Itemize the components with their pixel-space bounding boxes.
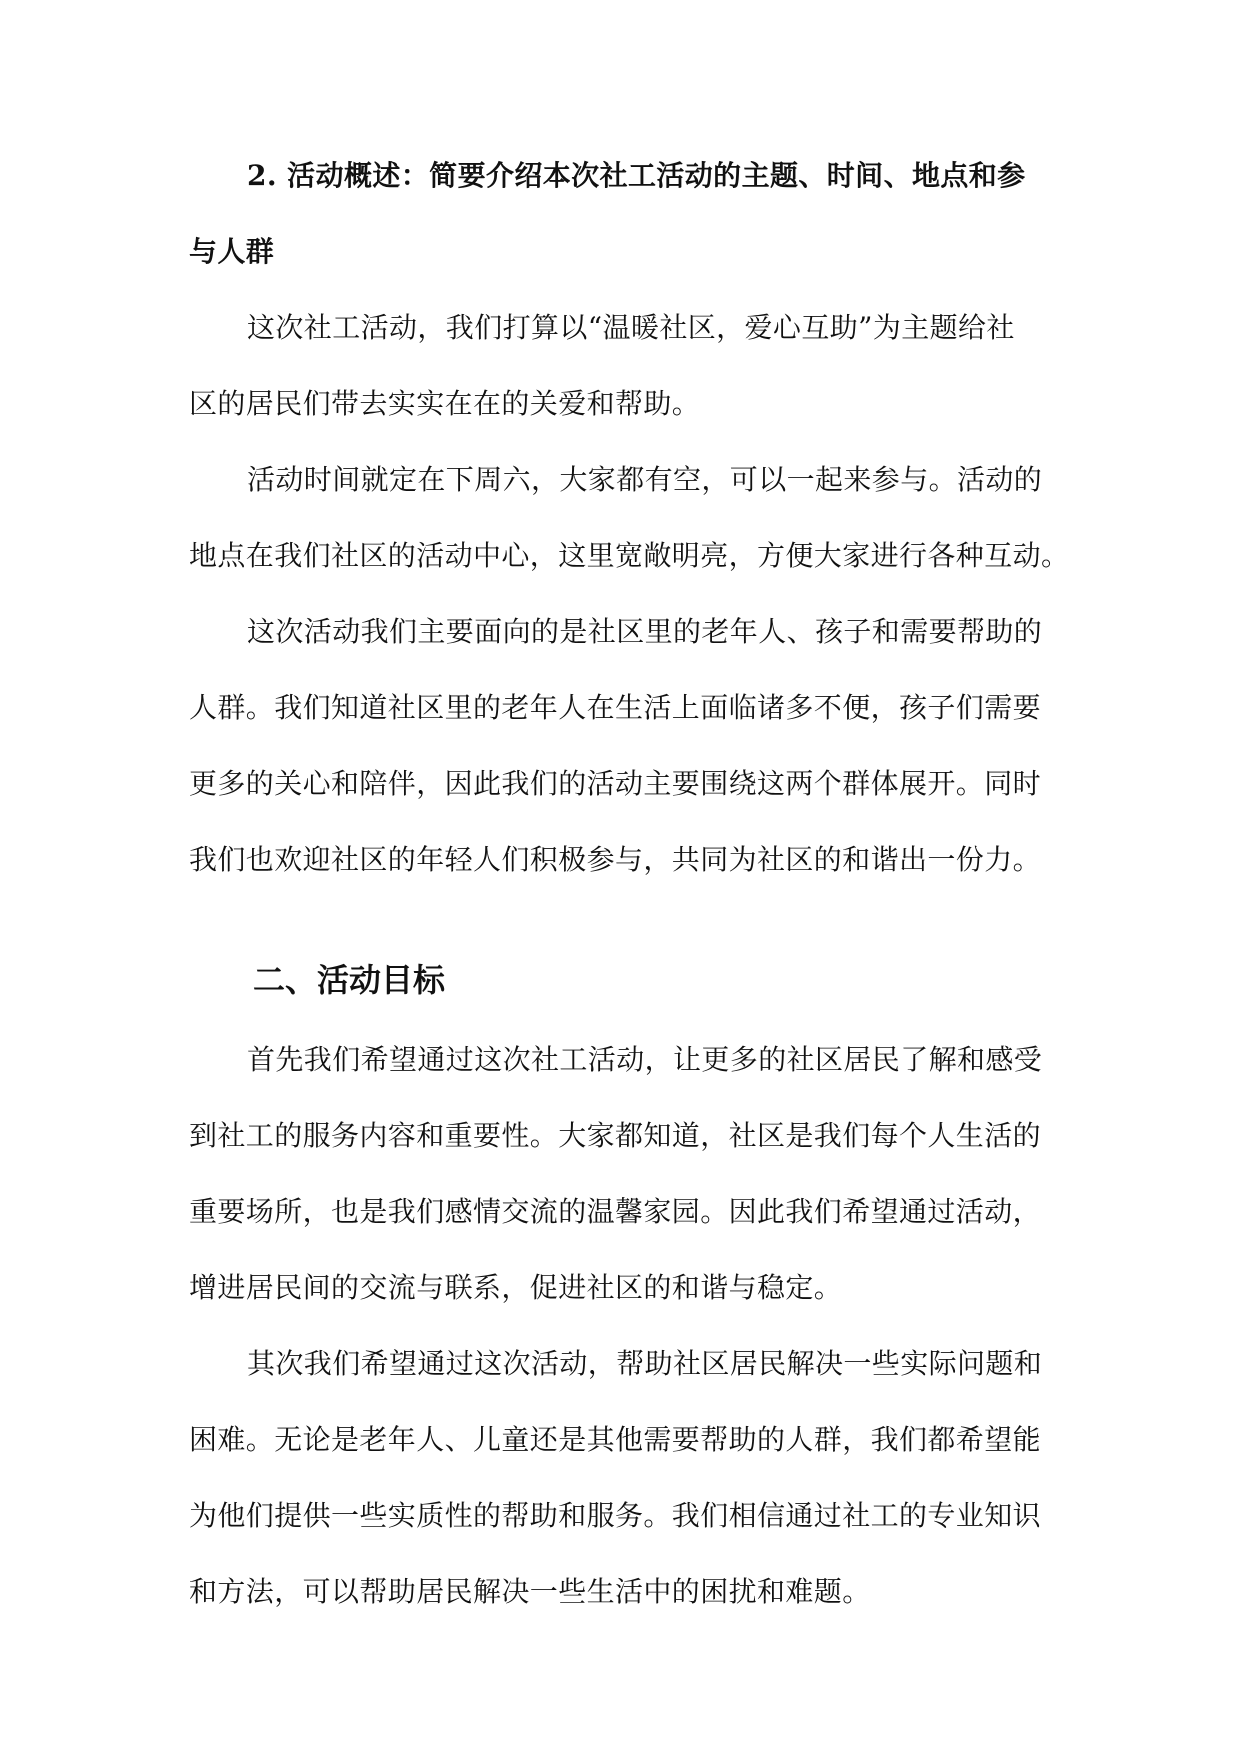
paragraph-line: 地点在我们社区的活动中心，这里宽敞明亮，方便大家进行各种互动。 bbox=[189, 539, 1070, 572]
paragraph-line: 更多的关心和陪伴，因此我们的活动主要围绕这两个群体展开。同时 bbox=[189, 767, 1042, 800]
paragraph-line: 我们也欢迎社区的年轻人们积极参与，共同为社区的和谐出一份力。 bbox=[189, 843, 1042, 876]
paragraph-line: 重要场所，也是我们感情交流的温馨家园。因此我们希望通过活动， bbox=[189, 1195, 1042, 1228]
paragraph-line: 其次我们希望通过这次活动，帮助社区居民解决一些实际问题和 bbox=[247, 1347, 1043, 1380]
paragraph-goal-first bbox=[189, 1022, 1055, 1326]
paragraph-line: 为他们提供一些实质性的帮助和服务。我们相信通过社工的专业知识 bbox=[189, 1499, 1042, 1532]
paragraph-line: 活动时间就定在下周六，大家都有空，可以一起来参与。活动的 bbox=[247, 463, 1043, 496]
paragraph-line: 和方法，可以帮助居民解决一些生活中的困扰和难题。 bbox=[189, 1575, 871, 1608]
paragraph-theme bbox=[189, 290, 1055, 442]
paragraph-time-place bbox=[189, 442, 1070, 594]
subsection-heading bbox=[189, 138, 1055, 290]
paragraph-line: 区的居民们带去实实在在的关爱和帮助。 bbox=[189, 387, 701, 420]
paragraph-line: 到社工的服务内容和重要性。大家都知道，社区是我们每个人生活的 bbox=[189, 1119, 1042, 1152]
paragraph-line: 人群。我们知道社区里的老年人在生活上面临诸多不便，孩子们需要 bbox=[189, 691, 1042, 724]
paragraph-goal-second bbox=[189, 1326, 1055, 1630]
paragraph-audience bbox=[189, 594, 1055, 898]
document-body bbox=[189, 138, 1070, 1630]
paragraph-line: 增进居民间的交流与联系，促进社区的和谐与稳定。 bbox=[189, 1271, 843, 1304]
paragraph-line: 这次社工活动，我们打算以“温暖社区，爱心互助”为主题给社 bbox=[247, 311, 1015, 344]
subsection-heading-line-2: 与人群 bbox=[189, 235, 275, 268]
subsection-heading-line-1: 2. 活动概述：简要介绍本次社工活动的主题、时间、地点和参 bbox=[247, 159, 1026, 192]
section-heading: 二、活动目标 bbox=[253, 961, 446, 999]
paragraph-line: 困难。无论是老年人、儿童还是其他需要帮助的人群，我们都希望能 bbox=[189, 1423, 1042, 1456]
paragraph-line: 这次活动我们主要面向的是社区里的老年人、孩子和需要帮助的 bbox=[247, 615, 1043, 648]
paragraph-line: 首先我们希望通过这次社工活动，让更多的社区居民了解和感受 bbox=[247, 1043, 1043, 1076]
